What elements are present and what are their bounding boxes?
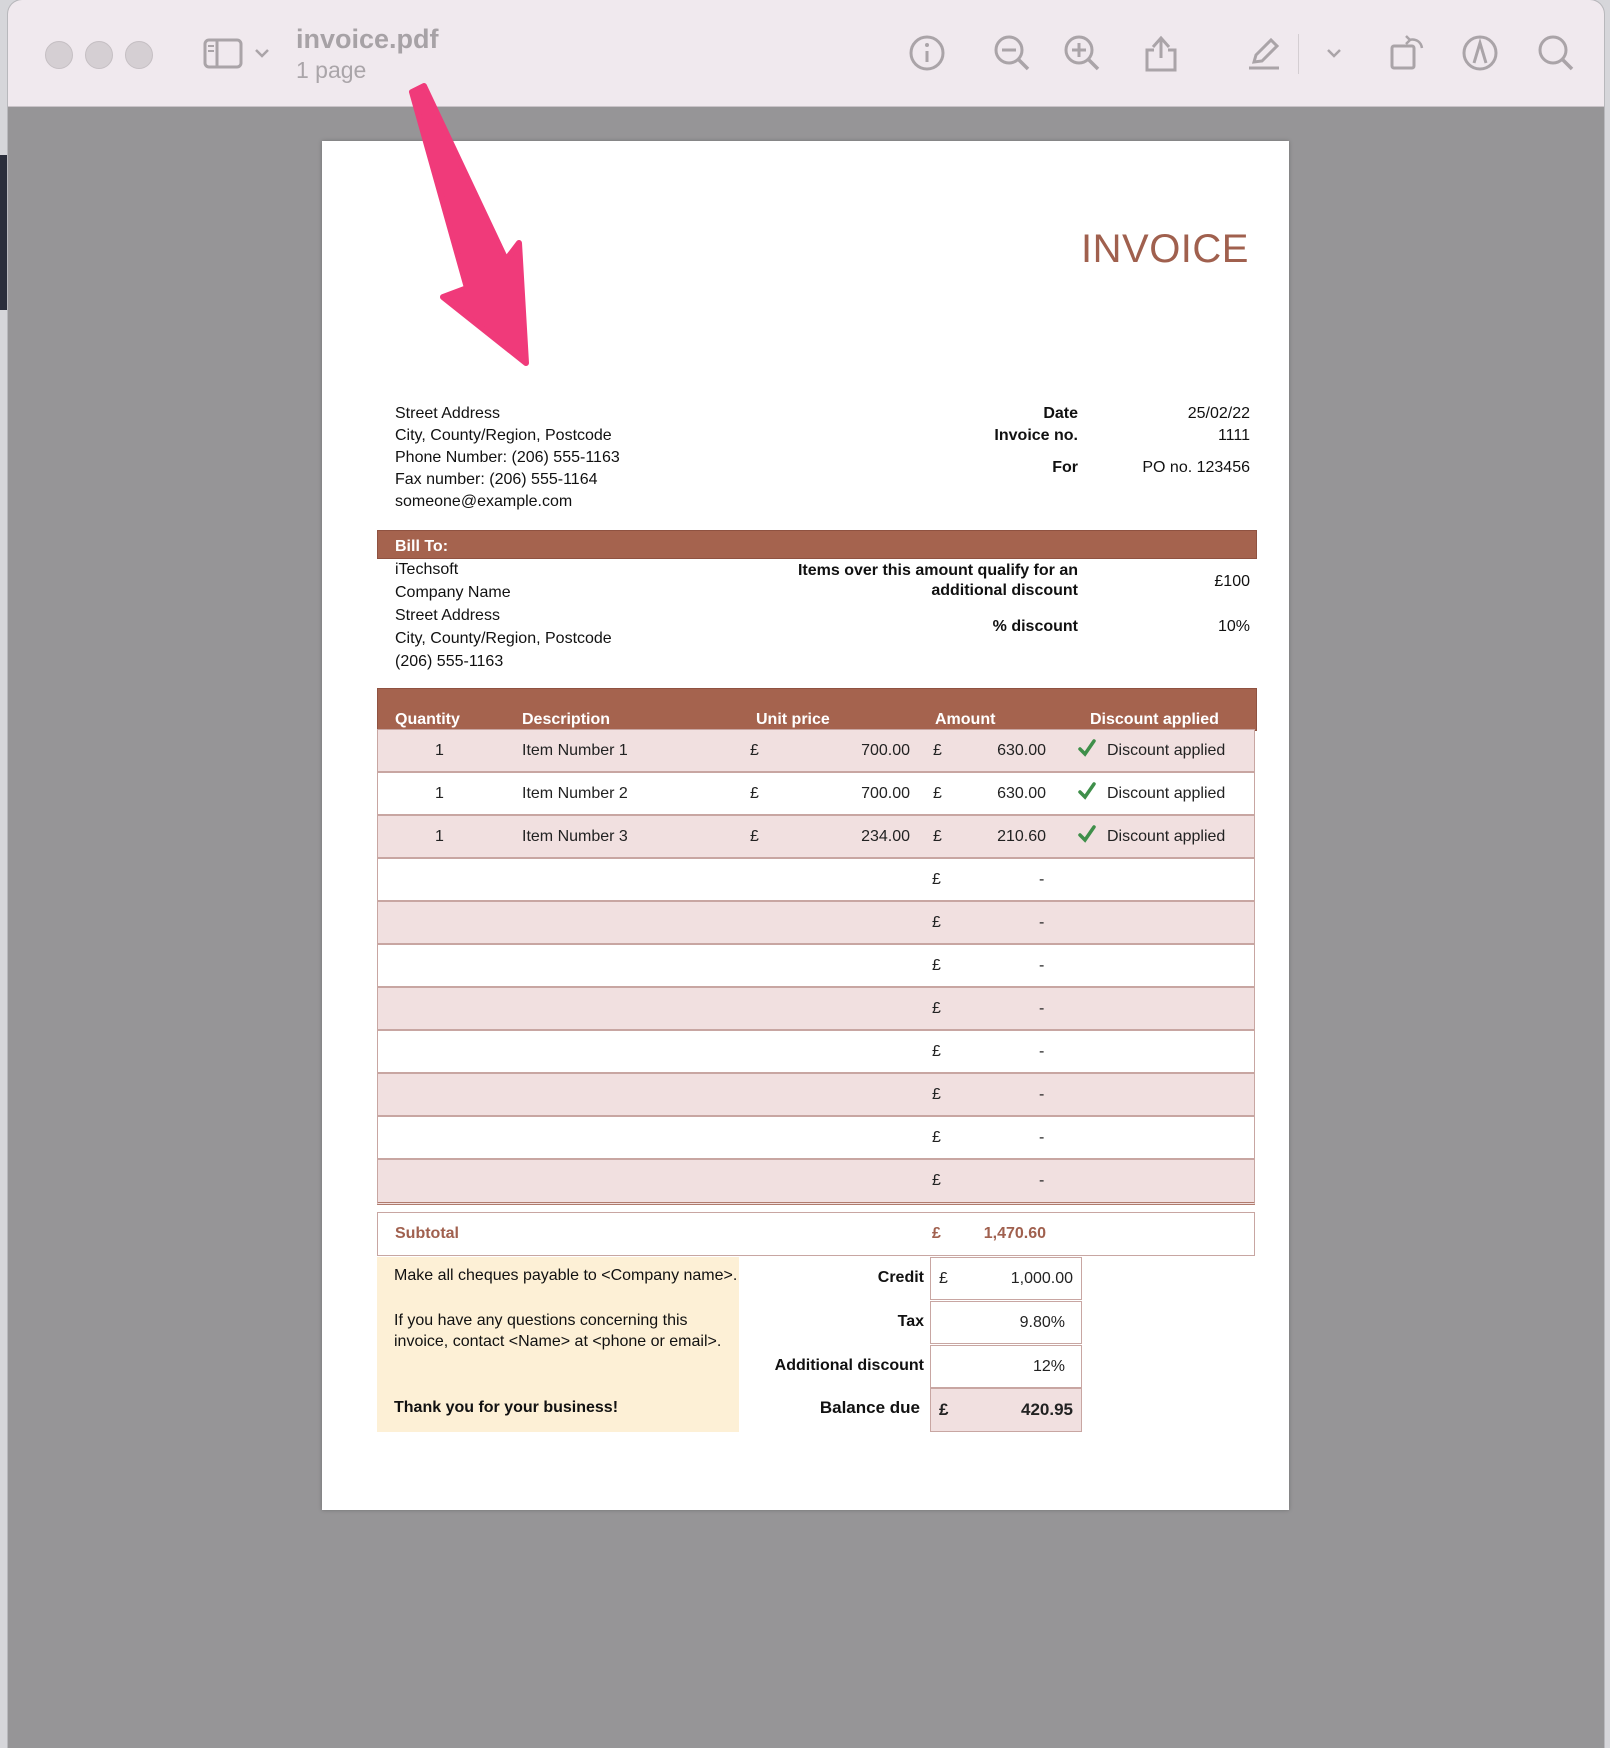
table-row [377, 1116, 1255, 1159]
invoice-number-label: Invoice no. [994, 427, 1078, 444]
row-description: Item Number 2 [522, 785, 628, 802]
chevron-down-icon[interactable] [1321, 30, 1347, 76]
annotate-icon[interactable] [1457, 30, 1503, 76]
row-amount-currency: £ [933, 742, 942, 759]
toolbar [8, 0, 1604, 107]
subtotal-value: 1,470.60 [983, 1225, 1046, 1242]
table-row [377, 1159, 1255, 1205]
subtotal-label: Subtotal [395, 1225, 459, 1242]
row-amount: 630.00 [997, 785, 1046, 802]
row-amount-empty: - [1039, 1043, 1045, 1060]
table-row [377, 729, 1255, 772]
bill-to-city: City, County/Region, Postcode [395, 630, 612, 647]
row-amount-empty: - [1039, 1000, 1045, 1017]
bill-to-band [377, 530, 1257, 559]
row-amount-currency: £ [932, 1129, 941, 1146]
header-description: Description [522, 711, 611, 728]
table-row [377, 901, 1255, 944]
discount-threshold-label-2: additional discount [931, 582, 1078, 599]
row-amount-empty: - [1039, 871, 1045, 888]
items-header [377, 688, 1257, 731]
row-unit-price: 700.00 [861, 742, 910, 759]
tax-box [930, 1301, 1082, 1344]
invoice-number-value: 1111 [1217, 427, 1250, 444]
date-value: 25/02/22 [1187, 405, 1250, 422]
additional-discount-value: 12% [1032, 1358, 1065, 1375]
header-quantity: Quantity [395, 711, 460, 728]
row-description: Item Number 1 [522, 742, 628, 759]
annotation-arrow-icon [398, 80, 598, 370]
sender-city: City, County/Region, Postcode [395, 427, 612, 444]
bill-to-label: Bill To: [395, 538, 449, 555]
for-value: PO no. 123456 [1142, 459, 1250, 476]
row-amount-empty: - [1039, 1172, 1045, 1189]
credit-label: Credit [877, 1269, 924, 1286]
credit-currency: £ [939, 1270, 948, 1287]
preview-window [8, 0, 1604, 1748]
row-amount-empty: - [1039, 1129, 1045, 1146]
document-page-count: 1 page [296, 57, 367, 83]
row-unit-price: 234.00 [861, 828, 910, 845]
subtotal-row [377, 1212, 1255, 1256]
rotate-icon[interactable] [1384, 30, 1430, 76]
check-icon [1077, 781, 1097, 801]
row-amount-currency: £ [933, 828, 942, 845]
sender-street: Street Address [395, 405, 500, 422]
notes-cheques: Make all cheques payable to <Company name>. [394, 1267, 738, 1284]
markup-pen-icon[interactable] [1241, 30, 1287, 76]
check-icon [1077, 738, 1097, 758]
credit-box [930, 1257, 1082, 1300]
additional-discount-label: Additional discount [774, 1357, 924, 1374]
payment-notes [377, 1257, 739, 1432]
check-icon [1077, 824, 1097, 844]
bill-to-phone: (206) 555-1163 [395, 653, 504, 670]
table-row [377, 815, 1255, 858]
row-discount-status: Discount applied [1107, 828, 1226, 845]
header-unit-price: Unit price [756, 711, 830, 728]
balance-due-box [930, 1388, 1082, 1432]
row-quantity: 1 [435, 742, 444, 759]
table-row [377, 772, 1255, 815]
row-description: Item Number 3 [522, 828, 628, 845]
sidebar-icon[interactable] [201, 30, 247, 76]
row-amount-currency: £ [932, 1086, 941, 1103]
notes-thanks: Thank you for your business! [394, 1399, 619, 1416]
sender-fax: Fax number: (206) 555-1164 [395, 471, 598, 488]
discount-threshold-value: £100 [1214, 573, 1250, 590]
header-discount-applied: Discount applied [1090, 711, 1219, 728]
row-quantity: 1 [435, 828, 444, 845]
close-window-button[interactable] [45, 41, 73, 69]
row-amount-currency: £ [932, 914, 941, 931]
for-label: For [1052, 459, 1078, 476]
row-amount: 630.00 [997, 742, 1046, 759]
balance-currency: £ [939, 1400, 949, 1419]
additional-discount-box [930, 1345, 1082, 1388]
row-discount-status: Discount applied [1107, 785, 1226, 802]
search-icon[interactable] [1533, 30, 1579, 76]
row-unit-currency: £ [750, 828, 759, 845]
row-amount-currency: £ [932, 871, 941, 888]
tax-label: Tax [897, 1313, 924, 1330]
bill-to-street: Street Address [395, 607, 500, 624]
header-amount: Amount [935, 711, 996, 728]
zoom-out-icon[interactable] [989, 30, 1035, 76]
table-row [377, 1073, 1255, 1116]
row-unit-currency: £ [750, 742, 759, 759]
row-amount: 210.60 [997, 828, 1046, 845]
share-icon[interactable] [1138, 30, 1184, 76]
row-amount-empty: - [1039, 957, 1045, 974]
notes-questions: If you have any questions concerning this [394, 1312, 688, 1329]
bill-to-name: iTechsoft [395, 561, 459, 578]
sender-email: someone@example.com [395, 493, 573, 510]
table-row [377, 1030, 1255, 1073]
balance-due-value: 420.95 [1021, 1400, 1073, 1419]
invoice-title: INVOICE [1081, 227, 1249, 271]
toolbar-separator [1298, 34, 1299, 74]
row-discount-status: Discount applied [1107, 742, 1226, 759]
sender-phone: Phone Number: (206) 555-1163 [395, 449, 620, 466]
table-row [377, 987, 1255, 1030]
credit-value: 1,000.00 [1010, 1270, 1073, 1287]
info-icon[interactable] [904, 30, 950, 76]
zoom-window-button[interactable] [125, 41, 153, 69]
notes-contact: invoice, contact <Name> at <phone or email>. [394, 1333, 722, 1350]
zoom-in-icon[interactable] [1059, 30, 1105, 76]
row-amount-currency: £ [932, 1043, 941, 1060]
table-row [377, 858, 1255, 901]
row-amount-currency: £ [933, 785, 942, 802]
subtotal-currency: £ [932, 1225, 941, 1242]
row-amount-currency: £ [932, 1172, 941, 1189]
percent-discount-label: % discount [992, 618, 1078, 635]
discount-threshold-label: Items over this amount qualify for an [797, 562, 1078, 579]
tax-value: 9.80% [1019, 1314, 1065, 1331]
row-amount-empty: - [1039, 1086, 1045, 1103]
chevron-down-icon[interactable] [251, 30, 273, 76]
percent-discount-value: 10% [1217, 618, 1250, 635]
row-amount-currency: £ [932, 1000, 941, 1017]
minimize-window-button[interactable] [85, 41, 113, 69]
row-quantity: 1 [435, 785, 444, 802]
row-unit-currency: £ [750, 785, 759, 802]
bill-to-company: Company Name [395, 584, 511, 601]
row-unit-price: 700.00 [861, 785, 910, 802]
table-row [377, 944, 1255, 987]
balance-due-label: Balance due [819, 1398, 920, 1417]
date-label: Date [1043, 405, 1078, 422]
document-title: invoice.pdf [296, 24, 439, 54]
row-amount-currency: £ [932, 957, 941, 974]
row-amount-empty: - [1039, 914, 1045, 931]
